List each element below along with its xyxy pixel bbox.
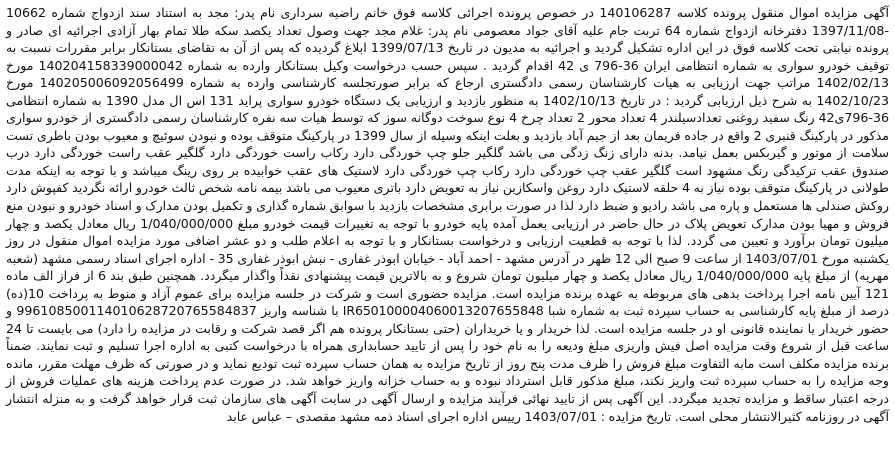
auction-notice-text: آگهی مزایده اموال منقول پرونده کلاسه 140106287 در خصوص پرونده اجرائی کلاسه فوق خانم راضیه سرداری نام پدر: مجد به استناد سند ازدواج شماره 10662 -1397/11/08 دفترخانه ازدواج شماره 64 تربت جام علیه آقای جواد معصومی نام پدر: غلام مجد جهت وصول تعداد یکصد سکه طلا تمام بهار آزادی اجرائیه ای صادر و پرونده نیابتی تحت کلاسه فوق در این اداره تشکیل گردید و اجرائیه به مدیون در تاریخ 1399/07/13 ابلاغ گردیده که پس از آن به تقاضای بستانکار برابر مقررات نسبت به توقیف خودرو سواری به شماره انتظامی ایران 36-796 ی 42 اقدام گردید . سپس حسب درخواست وکیل بستانکار وارده به شماره 140204158339000042 مورخ 1402/02/13 مراتب جهت ارزیابی به هیات کارشناسان رسمی دادگستری ارجاع که برابر صورتجلسه کارشناسی وارده به شماره 140205006092056499 مورخ 1402/10/23 به شرح ذیل ارزیابی گردید : در تاریخ 1402/10/13 به منظور بازدید و ارزیابی یک دستگاه خودرو سواری پراید 131 اس ال مدل 1390 به شماره انتظامی 36-796ی42 رنگ سفید روغنی تعدادسیلندر 4 تعداد محور 2 تعداد چرخ 4 نوع سوخت دوگانه سوز که توسط هیات سه نفره کارشناسان رسمی دادگستری از خودرو سواری مذکور در پارکینگ قنبری 2 واقع در جاده فریمان بعد از جیم آباد بازدید و بعلت اینکه وسیله از سال 1399 در پارکینگ متوقف بوده و نبودن سوئیچ و معیوب بودن باطری تست سلامت از موتور و گیربکس بعمل نیامد. بدنه دارای زنگ زدگی می باشد گلگیر جلو چپ خوردگی دارد رکاب راست خوردگی دارد گلگیر عقب راست خوردگی دارد درب صندوق عقب ترکیدگی رنگ مشهود است گلگیر عقب چپ خوردگی دارد رکاب چپ خوردگی دارد لاستیک های عقب خوابیده بر روی رینگ میباشد و با توجه به اینکه مدت طولانی در پارکینگ متوقف بوده نیاز به 4 حلقه لاستیک دارد روغن واسکازین نیاز به تعویض دارد باتری معیوب می باشد بیمه نامه شخص ثالث خودرو ارائه نگردید کفپوش دارد روکش صندلی ها مستعمل و پاره می باشد رادیو و ضبط دارد لذا در صورت برابری مشخصات بازدید با سوابق شماره گذاری و تکمیل بودن مدارک و اسناد خودرو و نبودن منع فروش و مهیا بودن مدارک تعویض پلاک در حال حاضر در ارزیابی بعمل آمده پایه خودرو با توجه به تغییرات قیمت خودرو مبلغ 1/040/000/000 ریال معادل یکصد و چهار میلیون تومان برآورد و تعیین می گردد. لذا با توجه به قطعیت ارزیابی و درخواست بستانکار و با توجه به اعلام طلب و دو عشر اضافی مورد مزایده اموال منقول در روز یکشنبه مورخ 1403/07/01 از ساعت 9 صبح الی 12 ظهر در آدرس مشهد - احمد آباد - خیابان ابوذر غفاری - نبش ابوذر غفاری 35 - اداره اجرای اسناد رسمی مشهد (شعبه مهریه) از مبلغ پایه 1/040/000/000 ریال معادل یکصد و چهار میلیون تومان شروع و به بالاترین قیمت پیشنهادی نقداً واگذار میگردد. همچنین طبق بند 6 از فراز الف ماده 121 آیین نامه اجرا پرداخت بدهی های مربوطه به عهده برنده مزایده است. مزایده حضوری است و شرکت در جلسه مزایده برای عموم آزاد و منوط به پرداخت 10(ده) درصد از مبلغ پایه کارشناسی به حساب سپرده ثبت به شماره شبا IR650100004060013207655848 با شناسه واریز 996108500114010628720765584837 و حضور خریدار یا نماینده قانونی او در جلسه مزایده است. لذا خریدار و یا خریداران (حتی بستانکار پرونده هم اگر قصد شرکت و رقابت در مزایده را دارد) می بایست تا 24 ساعت قبل از شروع وقت مزایده اصل فیش واریزی مبلغ ودیعه را به نام خود را پس از تایید حسابداری همراه با درخواست کتبی به اداره اجرا تسلیم و ثبت نمایند. ضمناً برنده مزایده مکلف است مابه التفاوت مبلغ فروش را ظرف مدت پنج روز از تاریخ مزایده به همان حساب سپرده ثبت تودیع نماید و در صورتی که ظرف مهلت مقرر، مانده وجه مزایده را به حساب سپرده ثبت واریز نکند، مبلغ مذکور قابل استرداد نبوده و به حساب خزانه واریز خواهد شد. در صورت عدم پرداخت هزینه های عملیات فروش از درجه اعتبار ساقط و مزایده تجدید میگردد. این آگهی پس از تایید نهائی فرآیند مزایده و ارسال آگهی در سایت آگهی های سازمان ثبت قرار خواهد گرفت و به منزله انتشار آگهی در روزنامه کثیرالانتشار محلی است. تاریخ مزایده : 1403/07/01 رییس اداره اجرای اسناد ذمه مشهد مقصدی – عباس عابد [6,5,890,424]
